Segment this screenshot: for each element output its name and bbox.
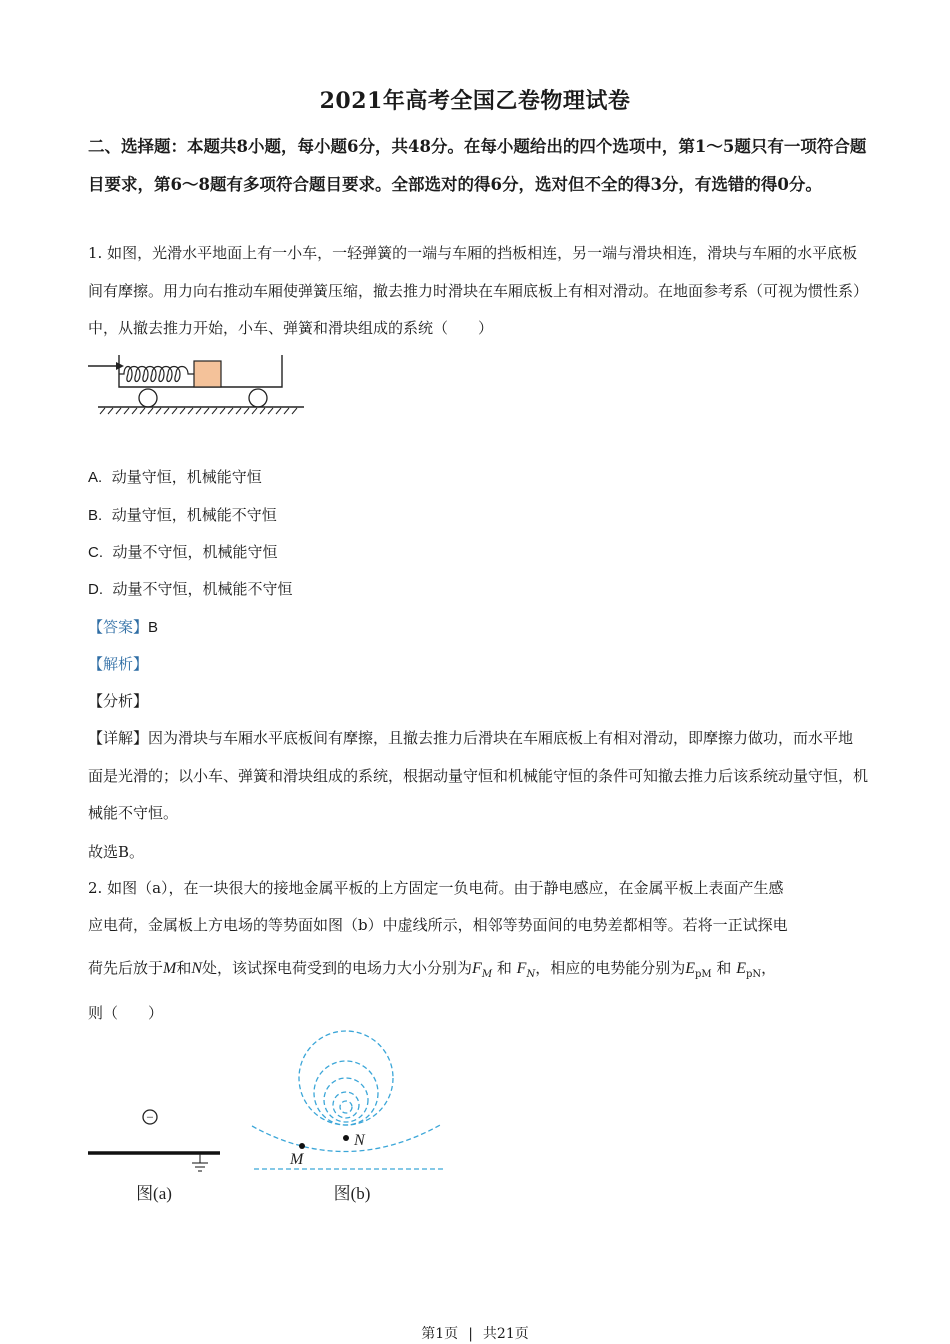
- footer-separator: |: [468, 1326, 473, 1342]
- q1-option-a[interactable]: A. 动量守恒，机械能守恒: [88, 468, 262, 486]
- var-E-pN: E: [736, 960, 746, 977]
- equipotential-circle-2: [314, 1061, 378, 1125]
- push-arrow-head: [116, 362, 124, 370]
- page-number: 第1页: [421, 1326, 459, 1342]
- q2-line-3: 荷先后放于M和N处，该试探电荷受到的电场力大小分别为$F_M$ 和 $F_N$，相应的电势能分别为$E_{pM}$ 和 $E_{pN}$，: [88, 959, 777, 980]
- q1-conclusion: 故选B。: [88, 843, 145, 861]
- cart-wheel-left: [139, 389, 157, 407]
- figure-b-label: 图(b): [333, 1184, 371, 1203]
- var-M: M: [163, 960, 177, 977]
- var-N: N: [191, 960, 203, 977]
- q2-line-1: 2. 如图（a），在一块很大的接地金属平板的上方固定一负电荷。由于静电感应，在金属平板上表面产生感: [88, 879, 784, 897]
- q1-option-d[interactable]: D. 动量不守恒，机械能不守恒: [88, 580, 293, 598]
- equipotential-circle-3: [324, 1078, 368, 1122]
- detail-text: 因为滑块与车厢水平底板间有摩擦，且撤去推力后滑块在车厢底板上有相对滑动，即摩擦力做功，而水平地面是光滑的；以小车、弹簧和滑块组成的系统，根据动量守恒和机械能守恒的条件可知撤去推力后该系统动量守恒，机械能不守恒。: [88, 729, 869, 822]
- equipotential-circle-4: [333, 1092, 359, 1118]
- point-N-label: N: [354, 1132, 365, 1149]
- slider-block: [194, 361, 221, 387]
- q1-option-b[interactable]: B. 动量守恒，机械能不守恒: [88, 506, 277, 524]
- analysis-tag: 【解析】: [88, 655, 149, 673]
- var-F-M: F: [472, 960, 482, 977]
- point-N: [343, 1135, 349, 1141]
- fenxi-tag: 【分析】: [88, 692, 149, 710]
- equipotential-circle-1: [299, 1031, 393, 1125]
- cart-wheel-right: [249, 389, 267, 407]
- negative-charge-symbol: −: [146, 1109, 154, 1125]
- var-E-pM: E: [685, 960, 695, 977]
- figure-a-label: 图(a): [136, 1184, 172, 1203]
- spring: [119, 367, 194, 382]
- answer-value: B: [148, 619, 159, 636]
- q1-option-c[interactable]: C. 动量不守恒，机械能守恒: [88, 543, 278, 561]
- ground-hatch: [100, 408, 297, 414]
- q2-line-4: 则（ ）: [88, 1004, 164, 1022]
- detail-tag: 【详解】: [88, 729, 149, 747]
- equipotential-circle-5: [340, 1101, 352, 1113]
- point-M-label: M: [290, 1151, 304, 1168]
- var-F-N: F: [516, 960, 527, 977]
- q2-line-2: 应电荷，金属板上方电场的等势面如图（b）中虚线所示，相邻等势面间的电势差都相等。若将一正试探电: [88, 916, 788, 934]
- page-total: 共21页: [482, 1326, 529, 1342]
- answer-tag: 【答案】: [88, 618, 149, 636]
- q1-stem: 1. 如图，光滑水平地面上有一小车，一轻弹簧的一端与车厢的挡板相连，另一端与滑块相连，滑块与车厢的水平底板间有摩擦。用力向右推动车厢使弹簧压缩，撤去推力时滑块在车厢底板上有相对滑动。在地面参考系（可视为惯性系）中，从撤去推力开始，小车、弹簧和滑块组成的系统（ ）: [88, 244, 869, 337]
- page-footer: [0, 1323, 950, 1343]
- point-M: [299, 1143, 305, 1149]
- figure-a: [84, 1100, 234, 1210]
- cart-spring-diagram: [86, 354, 308, 416]
- page-title: 2021年高考全国乙卷物理试卷: [319, 88, 631, 114]
- q1-answer: [88, 617, 158, 638]
- q1-detail: [88, 720, 868, 833]
- figure-b: [248, 1030, 448, 1210]
- section-header: 二、选择题：本题共8小题，每小题6分，共48分。在每小题给出的四个选项中，第1～5题只有一项符合题目要求，第6～8题有多项符合题目要求。全部选对的得6分，选对但不全的得3分，有选错的得0分。: [88, 137, 867, 194]
